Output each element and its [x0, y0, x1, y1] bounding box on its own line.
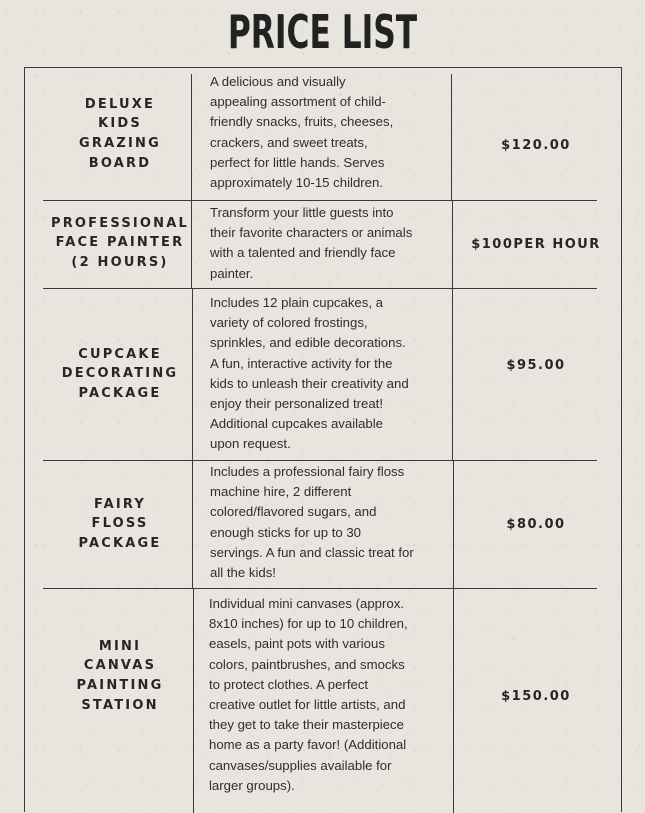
- item-name-cell: [25, 460, 215, 588]
- item-price: $95.00: [506, 358, 566, 373]
- item-description: Includes 12 plain cupcakes, a variety of colored frostings, sprinkles, and edible decorations. A fun, interactive activity for the kids to unleash their creativity and enjoy their personalized treat! Additional cupcakes available upon request.: [210, 295, 409, 452]
- item-price-cell: [455, 288, 617, 443]
- table-row: [25, 588, 621, 813]
- item-name: PROFESSIONAL FACE PAINTER (2 HOURS): [50, 215, 189, 270]
- item-description-cell: [210, 203, 430, 284]
- table-row: [25, 460, 621, 588]
- item-description: Individual mini canvases (approx. 8x10 inches) for up to 10 children, easels, paint pots with various colors, paintbrushes, and smocks to protect clothes. A perfect creative outlet for little artists, and they get to take their masterpiece home as a party favor! (Additional canvases/supplies available for larger groups).: [209, 596, 408, 793]
- item-name: FAIRY FLOSS PACKAGE: [78, 496, 162, 551]
- item-description-cell: [209, 594, 429, 796]
- item-price: $150.00: [501, 688, 571, 704]
- item-price-cell: [455, 200, 617, 288]
- item-description: A delicious and visually appealing assortment of child- friendly snacks, fruits, cheeses, crackers, and sweet treats, perfect for little hands. Serves approximately 10-15 children.: [210, 74, 394, 191]
- item-price-cell: [455, 588, 617, 804]
- table-row: [25, 200, 621, 288]
- item-description-cell: [210, 72, 430, 193]
- item-name: CUPCAKE DECORATING PACKAGE: [61, 346, 179, 401]
- item-description-cell: [210, 462, 430, 583]
- item-price: $80.00: [506, 516, 566, 532]
- item-name-cell: [25, 200, 215, 286]
- item-name-cell: [25, 288, 215, 460]
- item-price-cell: [455, 68, 617, 222]
- item-name-cell: [25, 588, 215, 764]
- item-description-cell: [210, 293, 430, 455]
- item-price-cell: [455, 460, 617, 588]
- table-row: [25, 288, 621, 460]
- table-row: [25, 68, 621, 200]
- item-description: Transform your little guests into their favorite characters or animals with a talented and friendly face painter.: [210, 205, 413, 281]
- page-title: PRICE LIST: [227, 5, 418, 59]
- item-name: DELUXE KIDS GRAZING BOARD: [79, 96, 161, 171]
- item-price: $100PER HOUR: [471, 236, 601, 252]
- item-name-cell: [25, 68, 215, 200]
- item-price: $120.00: [501, 137, 571, 153]
- price-table: [24, 67, 622, 812]
- item-description: Includes a professional fairy floss machine hire, 2 different colored/flavored sugars, and enough sticks for up to 30 servings. A fun and classic treat for all the kids!: [210, 464, 414, 581]
- item-name: MINI CANVAS PAINTING STATION: [76, 638, 164, 713]
